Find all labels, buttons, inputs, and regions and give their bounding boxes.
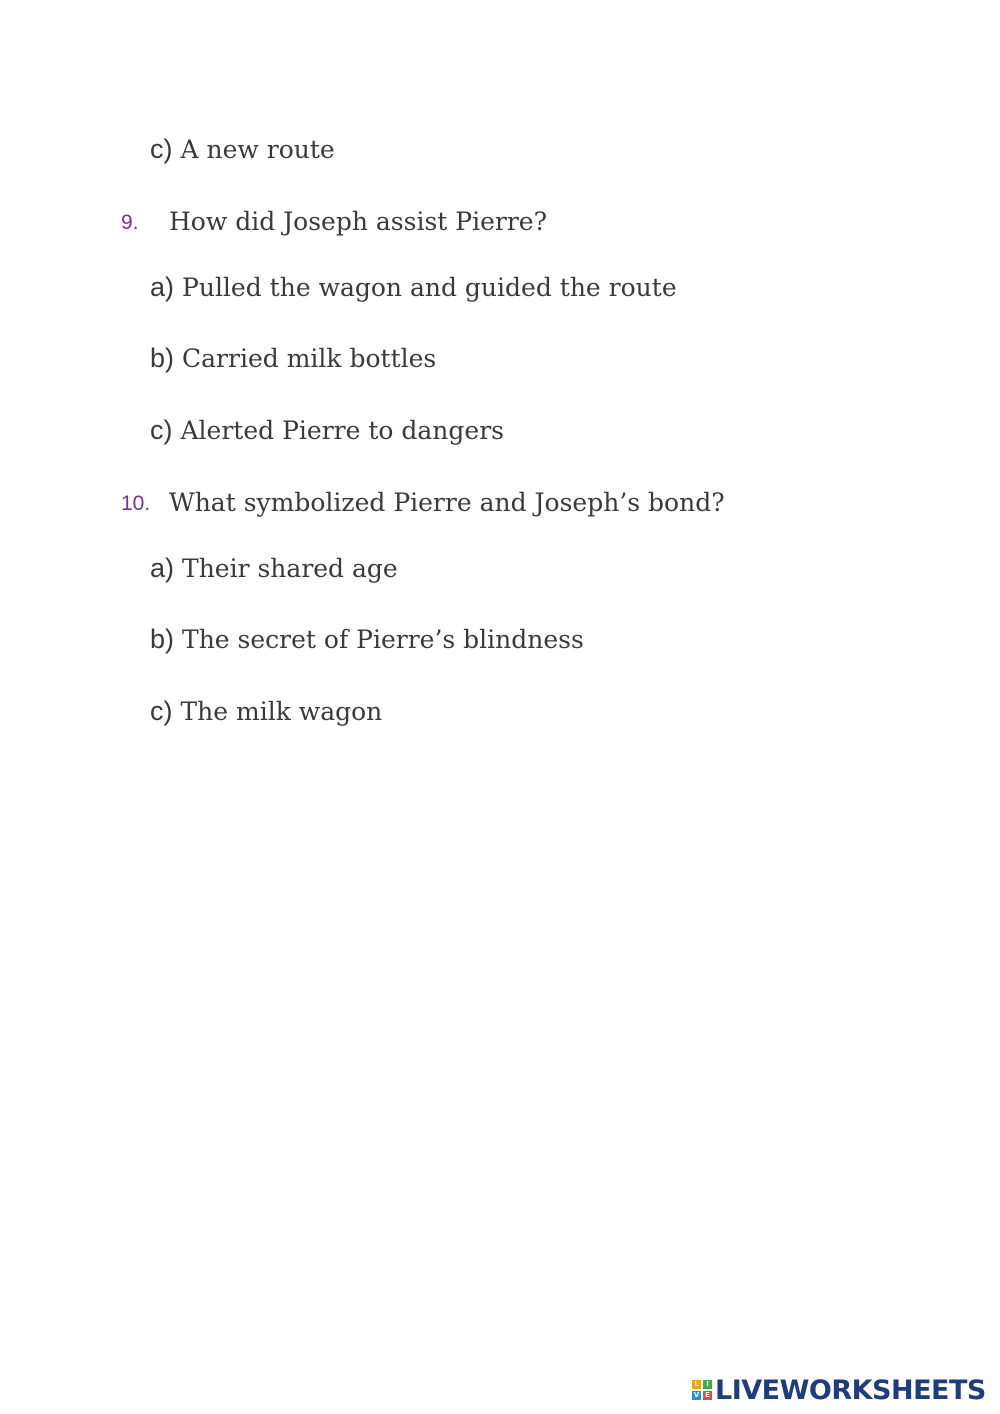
option-letter: c) bbox=[150, 696, 173, 726]
option-c-item bbox=[150, 696, 382, 727]
liveworksheets-logo bbox=[692, 1373, 986, 1407]
option-letter: c) bbox=[150, 415, 173, 445]
question-text: How did Joseph assist Pierre? bbox=[169, 207, 547, 236]
question-number: 10. bbox=[121, 492, 151, 515]
option-a-item bbox=[150, 553, 398, 584]
question-text: What symbolized Pierre and Joseph’s bond? bbox=[169, 488, 725, 517]
option-letter: b) bbox=[150, 624, 175, 654]
option-a-item bbox=[150, 272, 677, 303]
logo-mark-tile: E bbox=[703, 1391, 712, 1400]
option-text: A new route bbox=[180, 135, 335, 164]
logo-text: LIVEWORKSHEETS bbox=[715, 1374, 986, 1406]
option-c-item bbox=[150, 415, 504, 446]
logo-mark-tile: L bbox=[692, 1380, 701, 1389]
option-text: The secret of Pierre’s blindness bbox=[182, 625, 584, 654]
option-text: The milk wagon bbox=[180, 697, 383, 726]
option-letter: c) bbox=[150, 134, 173, 164]
option-c-item bbox=[150, 134, 335, 165]
option-b-item bbox=[150, 343, 436, 374]
option-text: Alerted Pierre to dangers bbox=[180, 416, 504, 445]
option-text: Pulled the wagon and guided the route bbox=[182, 273, 677, 302]
option-text: Their shared age bbox=[182, 554, 398, 583]
question-number: 9. bbox=[121, 211, 139, 234]
option-letter: a) bbox=[150, 553, 175, 583]
option-b-item bbox=[150, 624, 584, 655]
option-text: Carried milk bottles bbox=[182, 344, 437, 373]
option-letter: b) bbox=[150, 343, 175, 373]
liveworksheets-logo-icon bbox=[692, 1380, 712, 1400]
logo-mark-tile: I bbox=[703, 1380, 712, 1389]
option-letter: a) bbox=[150, 272, 175, 302]
logo-mark-tile: V bbox=[693, 1391, 700, 1399]
